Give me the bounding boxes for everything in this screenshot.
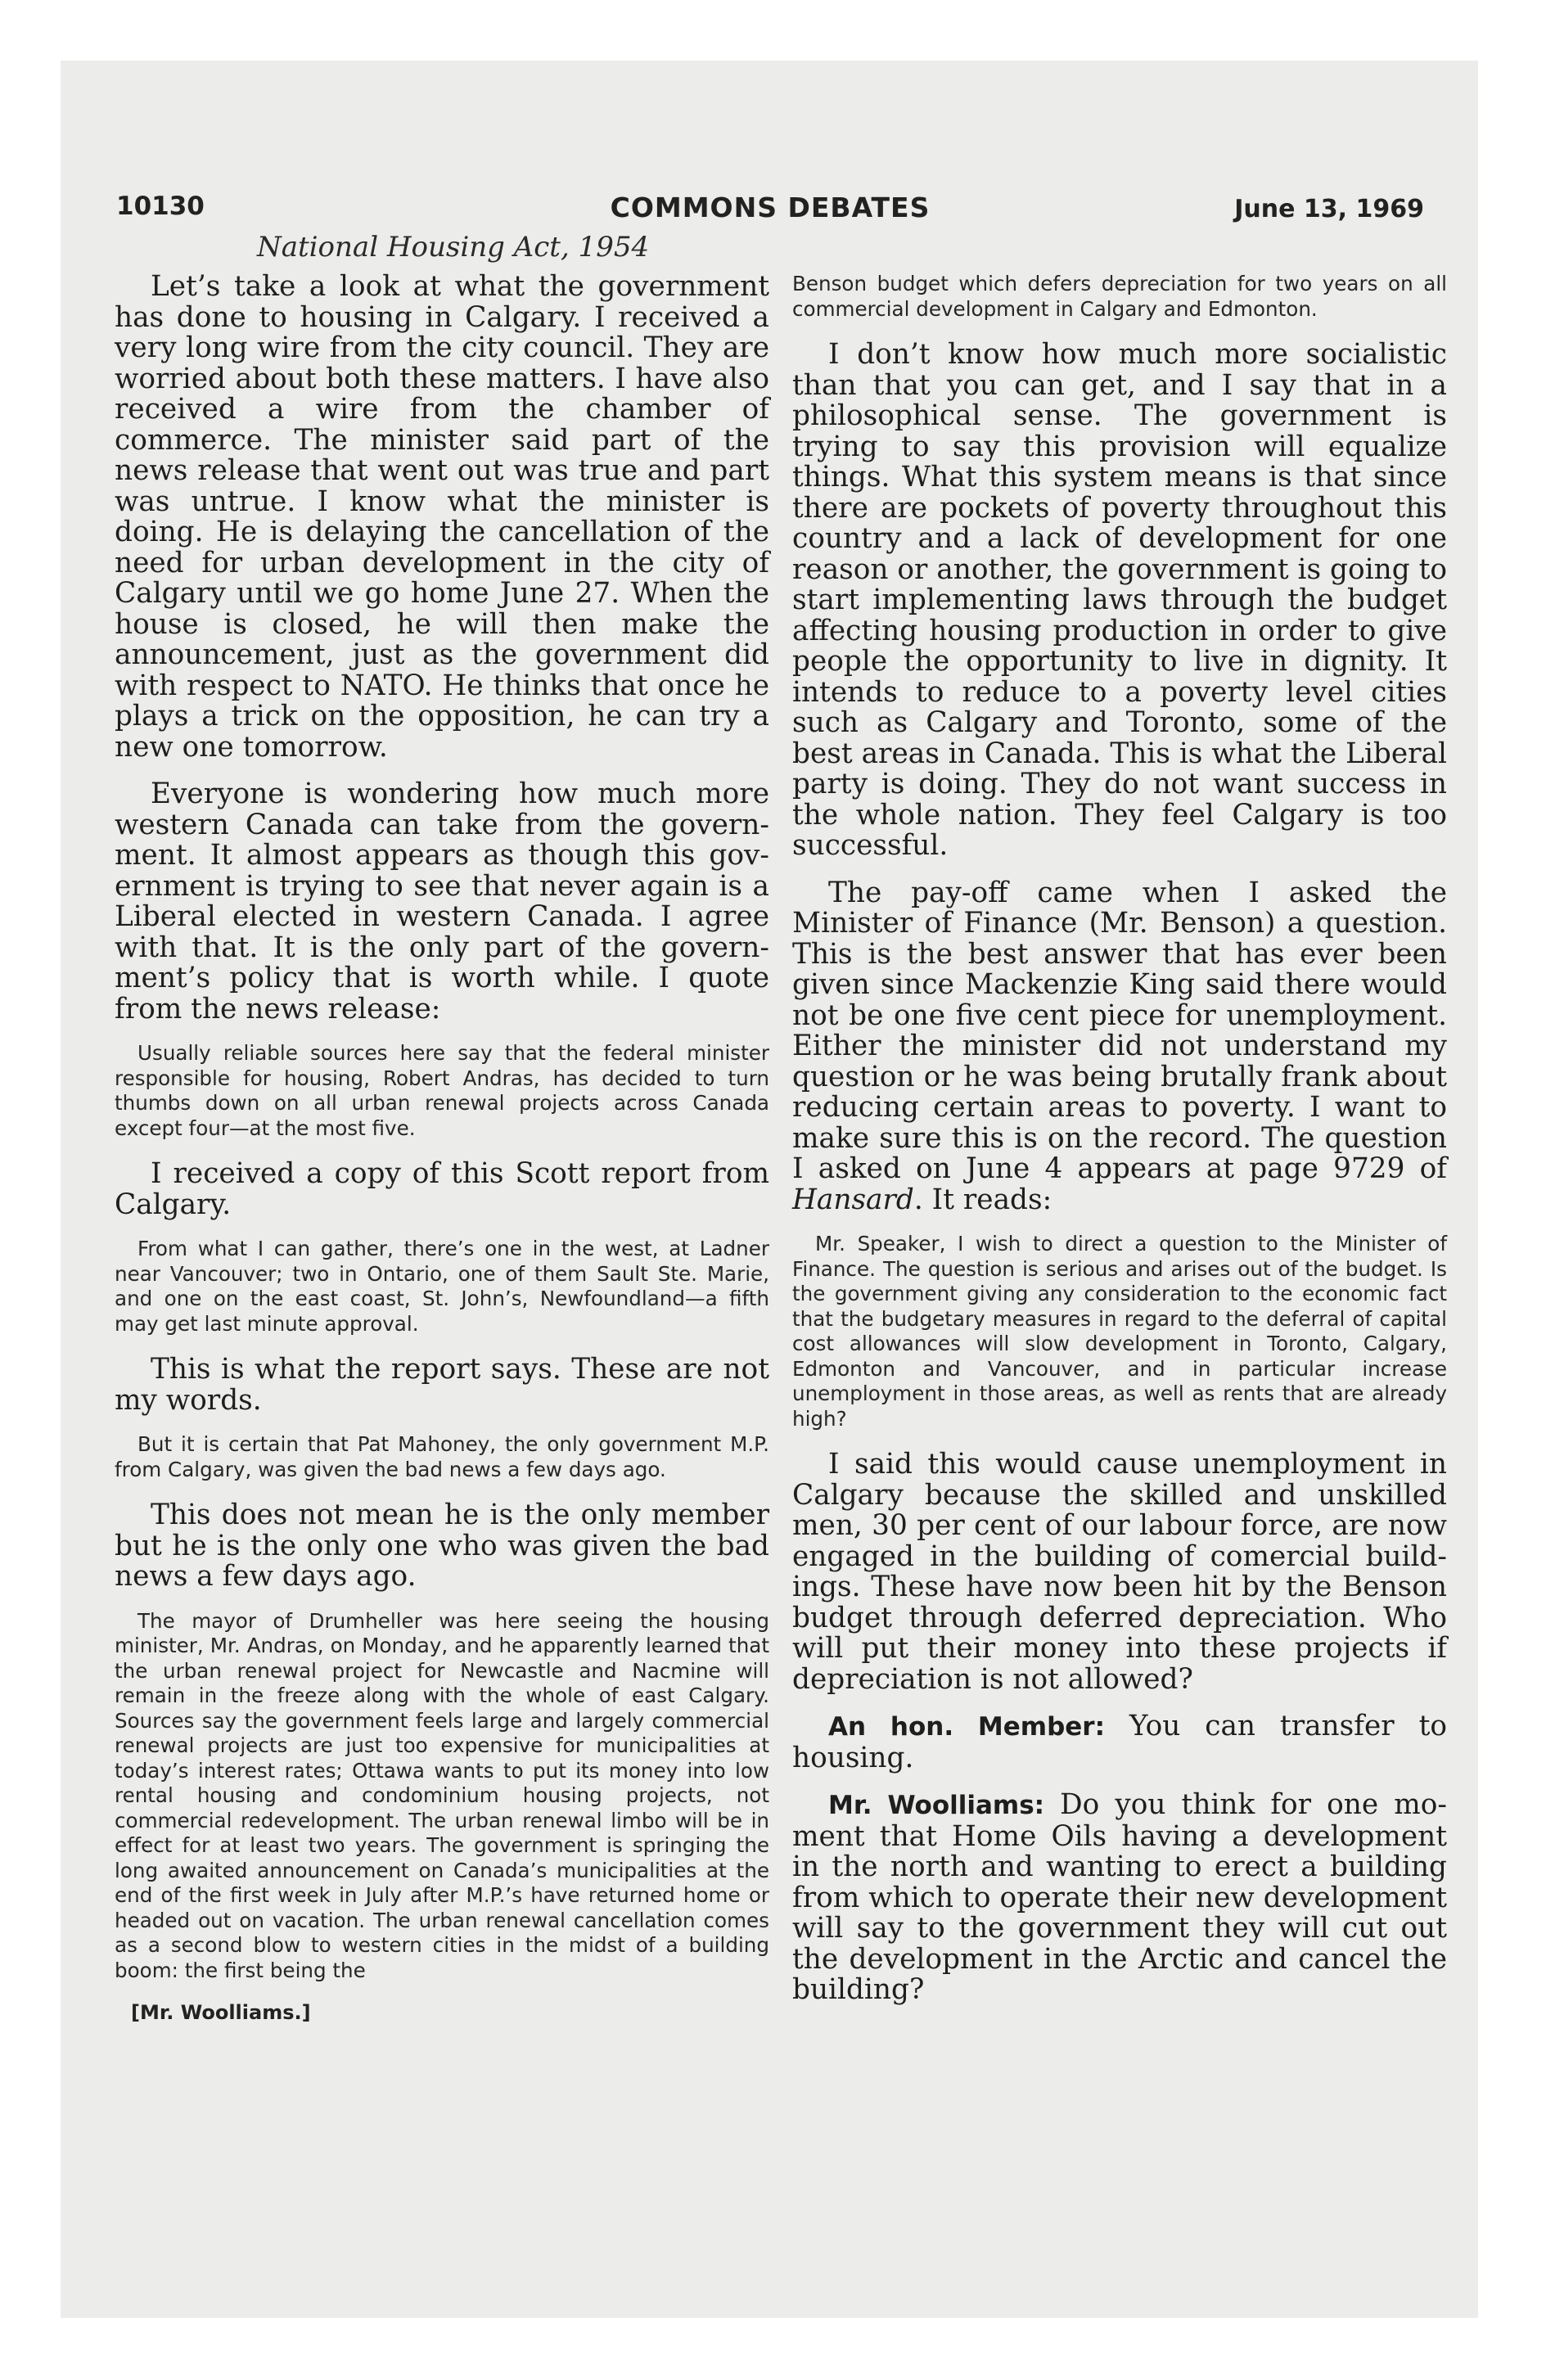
paragraph: Everyone is wondering how much more western Canada can take from the government. It almost appears as though this government is trying to see that never again is a Liberal elected in western Canada. I agree with that. It is the only part of the government’s policy that is worth while. I quote from the news release: [115,778,769,1025]
paragraph: This is what the report says. These are not my words. [115,1353,769,1417]
quotation: Mr. Speaker, I wish to direct a question to the Minister of Finance. The question is serious and arises out of the budget. Is the government giving any consideration to the economic fact that the budgetary measures in regard to the deferral of capital cost allowances will slow development in Toronto, Calgary, Edmonton and Vancouver, and in particular increase unemployment in those areas, as well as rents that are already high? [792,1232,1447,1431]
quotation-continued: Benson budget which defers depreciation for two years on all commercial development in Calgary and Edmonton. [792,272,1447,321]
speaker-name: Mr. Woolliams: [828,1791,1045,1820]
page-number: 10130 [116,192,205,221]
paragraph-text: . It reads: [913,1183,1052,1216]
left-column [115,272,769,2024]
speech [792,1711,1447,1774]
paragraph-text: The pay-off came when I asked the Minister of Finance (Mr. Benson) a question. This is the best answer that has ever been given since Mackenzie King said there would not be one five cent piece for unemployment. Either the minister did not understand my question or he was being brutally frank about reducing certain areas to poverty. I want to make sure this is on the record. The question I asked on June 4 appears at page 9729 of [792,876,1447,1185]
speaker-name: An hon. Member: [828,1712,1105,1742]
quotation: The mayor of Drumheller was here seeing the housing minister, Mr. Andras, on Monday, and he apparently learned that the urban renewal project for Newcastle and Nacmine will remain in the freeze along with the whole of east Calgary. Sources say the government feels large and largely commercial renewal projects are just too expensive for municipalities at today’s interest rates; Ottawa wants to put its money into low rental housing and condominium housing projects, not commercial redevelopment. The urban renewal limbo will be in effect for at least two years. The government is springing the long awaited announcement on Canada’s municipalities at the end of the first week in July after M.P.’s have returned home or headed out on vacation. The urban renewal cancellation comes as a second blow to western cities in the midst of a building boom: the first being the [115,1608,769,1982]
hansard-reference: Hansard [792,1183,914,1216]
paragraph [792,878,1447,1216]
paragraph: I received a copy of this Scott report from Calgary. [115,1157,769,1221]
paragraph: I don’t know how much more socialistic than that you can get, and I say that in a philosophical sense. The government is trying to say this provision will equalize things. What this system means is that since there are pockets of poverty throughout this country and a lack of development for one reason or another, the government is going to start implementing laws through the budget affecting housing production in order to give people the opportunity to live in dignity. It intends to reduce to a poverty level cities such as Calgary and Toronto, some of the best areas in Canada. This is what the Liberal party is doing. They do not want success in the whole nation. They feel Calgary is too successful. [792,338,1447,862]
publication-title: COMMONS DEBATES [610,192,931,223]
speech [792,1790,1447,2006]
speech-text: You can transfer to housing. [792,1710,1447,1774]
page-header [116,192,1424,232]
paragraph: This does not mean he is the only member but he is the only one who was given the bad news a few days ago. [115,1499,769,1593]
quotation: From what I can gather, there’s one in the west, at Ladner near Vancouver; two in Ontario, one of them Sault Ste. Marie, and one on the east coast, St. John’s, Newfoundland—a fifth may get last minute approval. [115,1237,769,1336]
page-sheet [61,61,1478,2318]
paragraph: Let’s take a look at what the government has done to housing in Calgary. I received a very long wire from the city council. They are worried about both these matters. I have also received a wire from the chamber of commerce. The minister said part of the news release that went out was true and part was untrue. I know what the minister is doing. He is delaying the cancellation of the need for urban development in the city of Calgary until we go home June 27. When the house is closed, he will then make the announcement, just as the government did with respect to NATO. He thinks that once he plays a trick on the opposition, he can try a new one tomorrow. [115,270,769,764]
paragraph: I said this would cause unemployment in Calgary because the skilled and unskilled men, 30 per cent of our labour force, are now engaged in the building of comercial buildings. These have now been hit by the Benson budget through deferred depreciation. Who will put their money into these projects if depreciation is not allowed? [792,1448,1447,1696]
speaker-attribution: [Mr. Woolliams.] [131,2001,311,2024]
quotation: But it is certain that Pat Mahoney, the only government M.P. from Calgary, was given the bad news a few days ago. [115,1432,769,1481]
right-column [792,272,1447,2022]
page-date: June 13, 1969 [1234,195,1424,223]
quotation: Usually reliable sources here say that the federal minister responsible for housing, Robert Andras, has decided to turn thumbs down on all urban renewal projects across Canada except four—at the most five. [115,1041,769,1140]
speech-text: Do you think for one moment that Home Oils having a development in the north and wanting to erect a building from which to operate their new development will say to the government they will cut out the development in the Arctic and cancel the building? [792,1788,1448,2006]
running-subject: National Housing Act, 1954 [257,231,650,264]
